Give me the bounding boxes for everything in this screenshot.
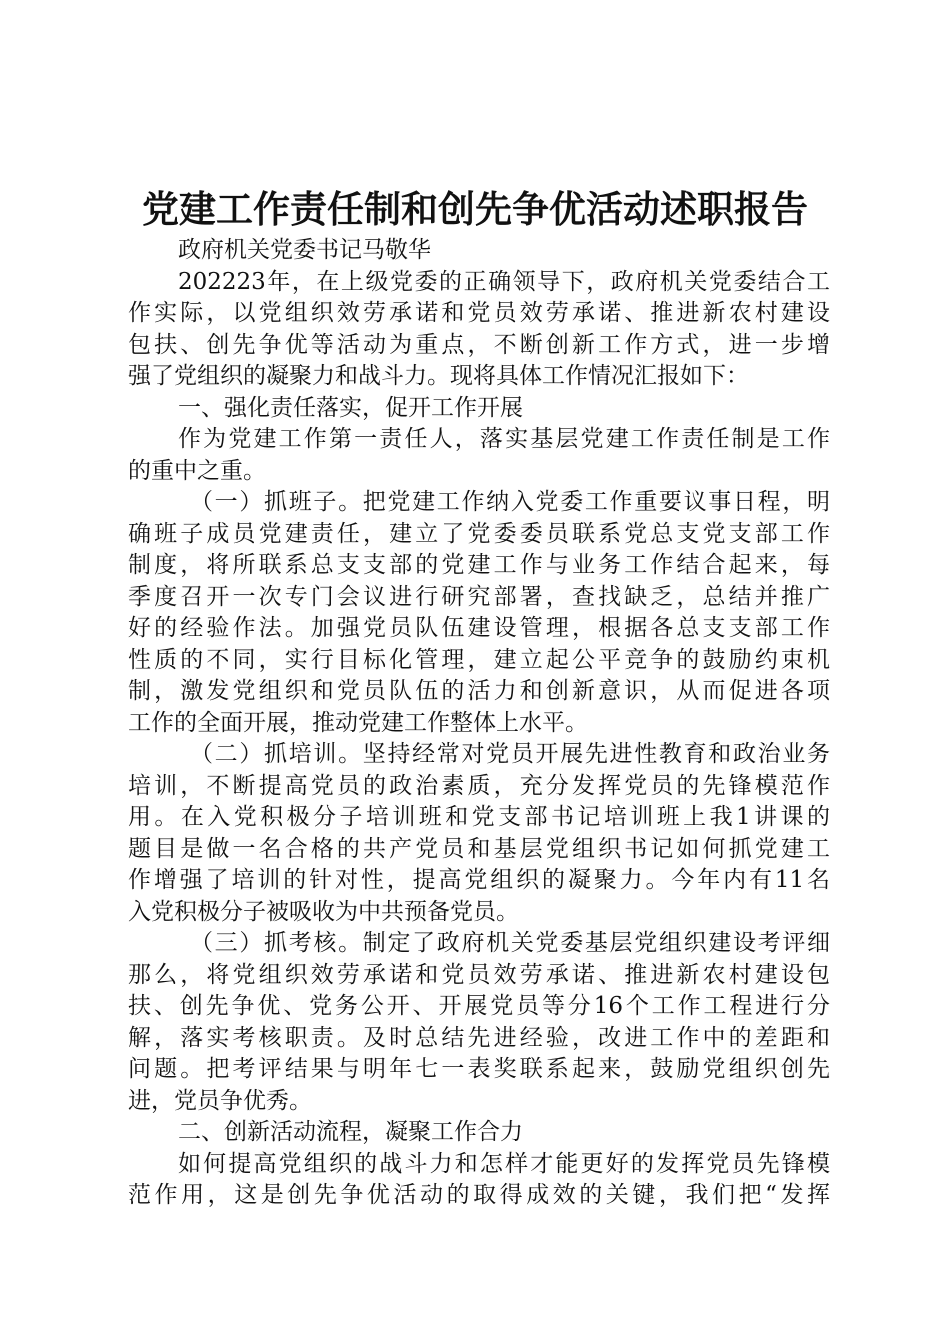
text-line: 制，激发党组织和党员队伍的活力和创新意识，从而促进各项 [128,678,830,704]
text-line: 进，党员争优秀。 [128,1087,312,1114]
text-line: 好的经验作法。加强党员队伍建设管理，根据各总支支部工作 [128,615,830,641]
text-line: 问题。把考评结果与明年七一表奖联系起来，鼓励党组织创先 [128,1056,830,1082]
text-line: 用。在入党积极分子培训班和党支部书记培训班上我1讲课的 [128,804,830,830]
text-line: 包扶、创先争优等活动为重点，不断创新工作方式，进一步增 [128,331,830,358]
text-line: 作增强了培训的针对性，提高党组织的凝聚力。今年内有11名 [128,867,830,893]
text-line: 确班子成员党建责任，建立了党委委员联系党总支党支部工作 [128,520,830,547]
text-line: 性质的不同，实行目标化管理，建立起公平竞争的鼓励约束机 [128,646,830,673]
text-line: 202223年，在上级党委的正确领导下，政府机关党委结合工 [178,268,830,295]
text-line: 一、强化责任落实，促开工作开展 [178,394,523,421]
text-line: （一）抓班子。把党建工作纳入党委工作重要议事日程，明 [190,489,830,515]
text-line: 强了党组织的凝聚力和战斗力。现将具体工作情况汇报如下： [128,363,749,389]
text-line: 范作用，这是创先争优活动的取得成效的关键，我们把“发挥 [128,1182,830,1208]
text-line: 题目是做一名合格的共产党员和基层党组织书记如何抓党建工 [128,835,830,862]
text-line: 培训，不断提高党员的政治素质，充分发挥党员的先锋模范作 [128,772,830,799]
text-line: 解，落实考核职责。及时总结先进经验，改进工作中的差距和 [128,1024,830,1051]
text-line: 二、创新活动流程，凝聚工作合力 [178,1119,523,1145]
text-line: 工作的全面开展，推动党建工作整体上水平。 [128,709,588,736]
text-line: 那么，将党组织效劳承诺和党员效劳承诺、推进新农村建设包 [128,961,830,988]
text-line: 作为党建工作第一责任人，落实基层党建工作责任制是工作 [178,426,830,452]
document-body [128,235,830,1212]
text-line: （三）抓考核。制定了政府机关党委基层党组织建设考评细 [190,930,830,956]
text-line: （二）抓培训。坚持经常对党员开展先进性教育和政治业务 [190,741,830,767]
text-line: 扶、创先争优、党务公开、开展党员等分16个工作工程进行分 [128,993,830,1019]
text-line: 政府机关党委书记马敬华 [178,237,431,263]
text-line: 季度召开一次专门会议进行研究部署，查找缺乏，总结并推广 [128,583,830,610]
text-line: 制度，将所联系总支支部的党建工作与业务工作结合起来，每 [128,552,830,578]
text-line: 入党积极分子被吸收为中共预备党员。 [128,898,519,925]
text-line: 的重中之重。 [128,457,266,484]
text-line: 如何提高党组织的战斗力和怎样才能更好的发挥党员先锋模 [178,1150,830,1177]
text-line: 作实际，以党组织效劳承诺和党员效劳承诺、推进新农村建设 [128,300,830,326]
document-title: 党建工作责任制和创先争优活动述职报告 [142,187,808,231]
